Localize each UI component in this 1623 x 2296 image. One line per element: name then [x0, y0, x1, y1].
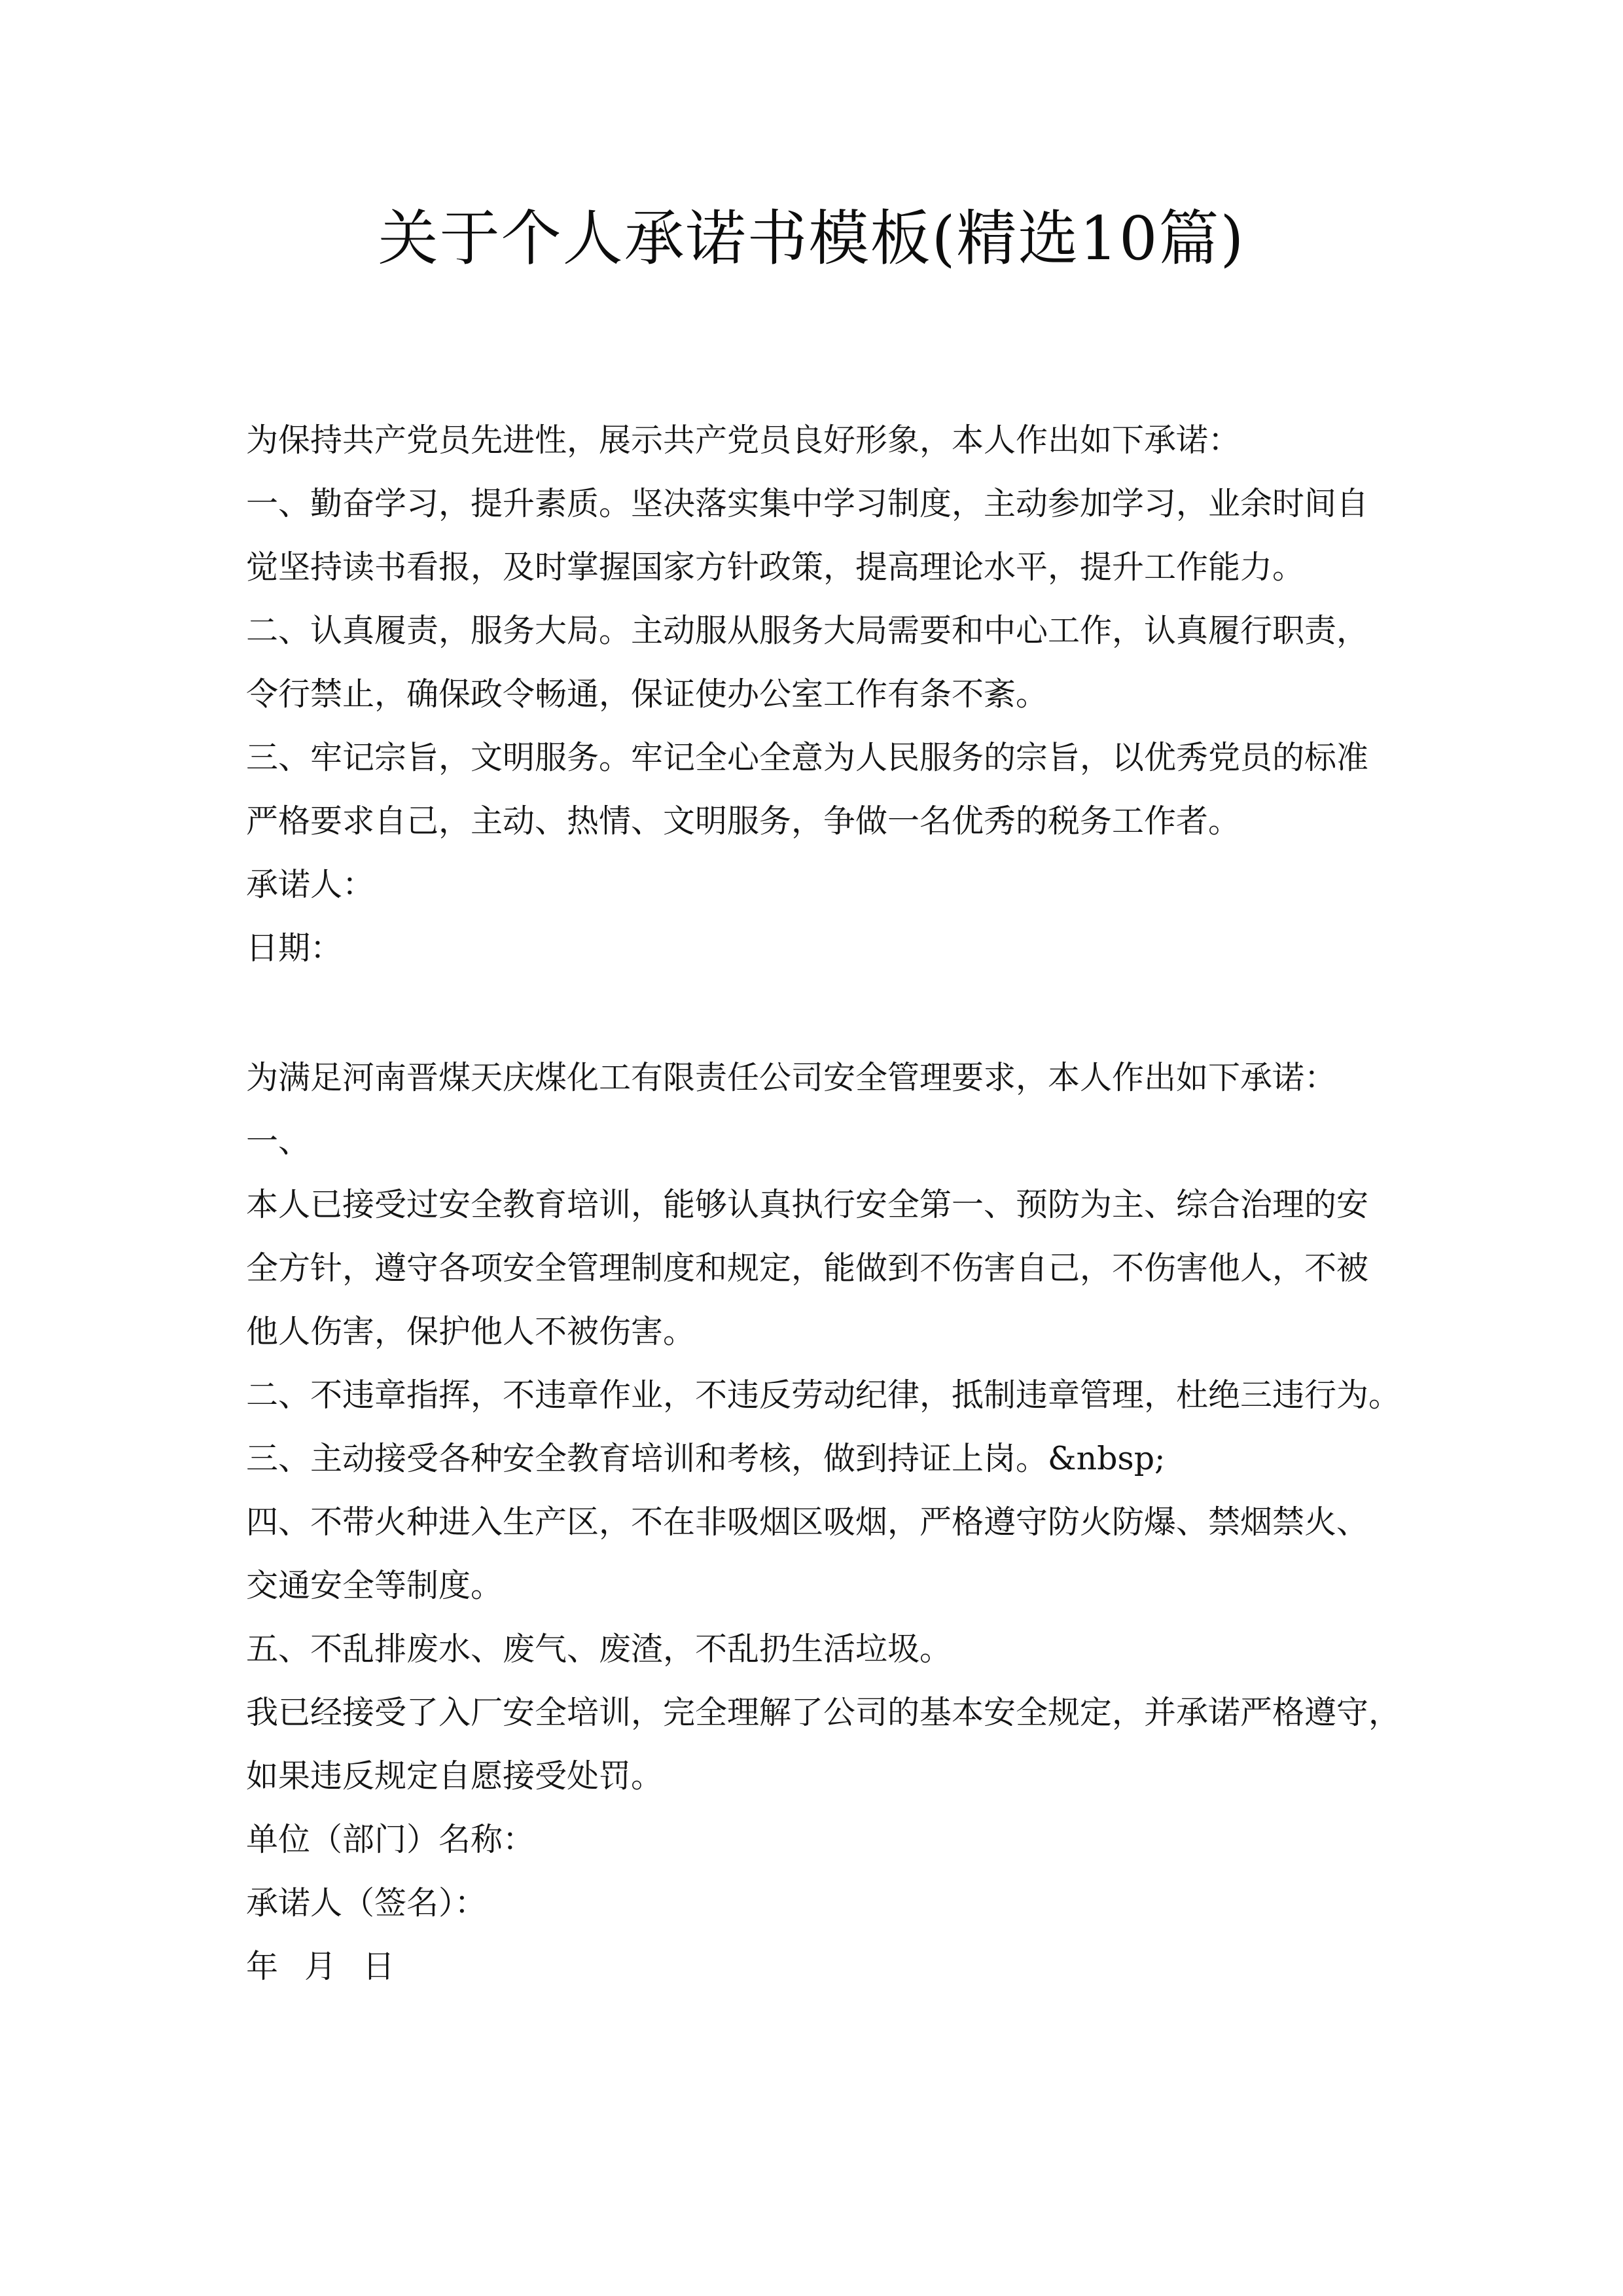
- signatory-label: 承诺人：: [246, 866, 375, 903]
- paragraph-line: 三、牢记宗旨，文明服务。牢记全心全意为人民服务的宗旨，以优秀党员的标准: [246, 739, 1369, 776]
- paragraph-line: 他人伤害，保护他人不被伤害。: [246, 1313, 696, 1350]
- paragraph-line: 严格要求自己，主动、热情、文明服务，争做一名优秀的税务工作者。: [246, 802, 1241, 840]
- signature-label: 承诺人（签名）：: [246, 1884, 487, 1922]
- paragraph-line: 如果违反规定自愿接受处罚。: [246, 1757, 664, 1795]
- month-label: 月: [304, 1948, 337, 1985]
- paragraph-line: 觉坚持读书看报，及时掌握国家方针政策，提高理论水平，提升工作能力。: [246, 548, 1305, 586]
- department-label: 单位（部门）名称：: [246, 1821, 535, 1858]
- paragraph-line: 交通安全等制度。: [246, 1567, 503, 1604]
- paragraph-line: 本人已接受过安全教育培训，能够认真执行安全第一、预防为主、综合治理的安: [246, 1186, 1369, 1223]
- paragraph-line: 我已经接受了入厂安全培训，完全理解了公司的基本安全规定，并承诺严格遵守，: [246, 1694, 1401, 1731]
- date-line: [246, 1935, 1404, 1998]
- paragraph-line: 五、不乱排废水、废气、废渣，不乱扔生活垃圾。: [246, 1630, 952, 1668]
- commitment-section-party: [246, 408, 1404, 980]
- paragraph-line: 全方针，遵守各项安全管理制度和规定，能做到不伤害自己，不伤害他人，不被: [246, 1249, 1369, 1287]
- year-label: 年: [246, 1948, 279, 1985]
- paragraph-line: 一、勤奋学习，提升素质。坚决落实集中学习制度，主动参加学习，业余时间自: [246, 485, 1369, 522]
- day-label: 日: [363, 1948, 395, 1985]
- paragraph-line: 二、不违章指挥，不违章作业，不违反劳动纪律，抵制违章管理，杜绝三违行为。: [246, 1376, 1401, 1414]
- date-label: 日期：: [246, 929, 343, 967]
- paragraph-line: 令行禁止，确保政令畅通，保证使办公室工作有条不紊。: [246, 675, 1048, 713]
- document-title: 关于个人承诺书模板(精选10篇): [378, 204, 1245, 274]
- paragraph-intro: 为满足河南晋煤天庆煤化工有限责任公司安全管理要求，本人作出如下承诺：: [246, 1059, 1337, 1096]
- paragraph-line: 三、主动接受各种安全教育培训和考核，做到持证上岗。&nbsp;: [246, 1440, 1166, 1477]
- paragraph-intro: 为保持共产党员先进性，展示共产党员良好形象，本人作出如下承诺：: [246, 422, 1241, 459]
- paragraph-line: 二、认真履责，服务大局。主动服从服务大局需要和中心工作，认真履行职责，: [246, 612, 1369, 649]
- commitment-section-safety: [246, 1046, 1404, 1998]
- paragraph-line: 四、不带火种进入生产区，不在非吸烟区吸烟，严格遵守防火防爆、禁烟禁火、: [246, 1503, 1369, 1541]
- paragraph-line: 一、: [246, 1122, 311, 1160]
